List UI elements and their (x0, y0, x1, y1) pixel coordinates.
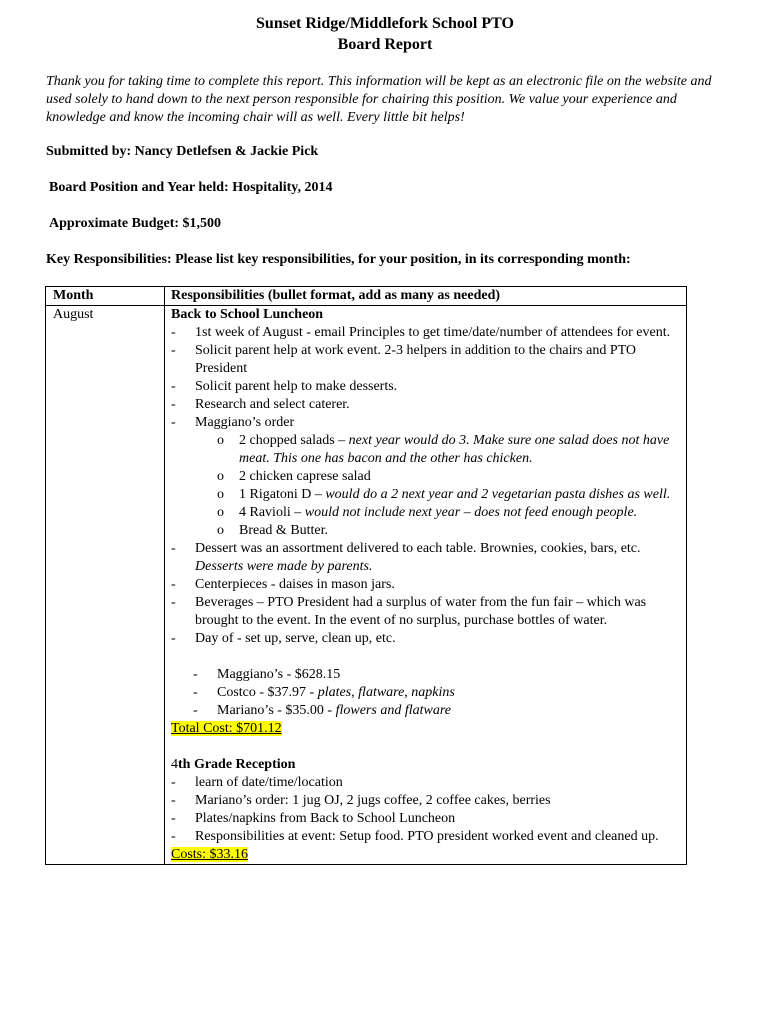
responsibilities-column-header: Responsibilities (bullet format, add as many as needed) (165, 287, 687, 306)
list-item: - learn of date/time/location (171, 775, 343, 790)
dash-bullet: - (171, 415, 176, 430)
cost-item: - Costco - $37.97 - plates, flatware, napkins (193, 685, 455, 700)
sub-list-item: o 1 Rigatoni D – would do a 2 next year and 2 vegetarian pasta dishes as well. (217, 487, 671, 502)
key-responsibilities-prompt: Key Responsibilities: Please list key responsibilities, for your position, in its corresponding month: (46, 252, 631, 267)
spacer (171, 738, 682, 756)
dash-bullet: - (171, 793, 176, 808)
dash-bullet: - (171, 343, 176, 358)
sub-list-item: o 2 chopped salads – next year would do 3. Make sure one salad does not have meat. This one has bacon and the other has chicken. (217, 433, 670, 466)
list-item: - Plates/napkins from Back to School Luncheon (171, 811, 456, 826)
cost-item: - Mariano’s - $35.00 - flowers and flatware (193, 703, 451, 718)
total-cost-line (171, 720, 682, 738)
total-cost: Total Cost: $701.12 (171, 721, 282, 736)
sub-list-item: o Bread & Butter. (217, 523, 329, 538)
sub-list-item: o 4 Ravioli – would not include next year – does not feed enough people. (217, 505, 638, 520)
submitted-by: Submitted by: Nancy Detlefsen & Jackie Pick (46, 144, 319, 159)
list-item: - Research and select caterer. (171, 397, 350, 412)
document-subtitle: Board Report (337, 36, 433, 53)
dash-bullet: - (171, 631, 176, 646)
costs-line (171, 846, 682, 864)
month-column-header: Month (46, 287, 165, 306)
month-cell: August (46, 306, 165, 865)
dash-bullet: - (171, 775, 176, 790)
list-item: - Beverages – PTO President had a surplus of water from the fun fair – which was brought to the event. In the event of no surplus, purchase bottles of water. (171, 595, 647, 628)
dash-bullet: - (193, 685, 198, 700)
list-item: - Centerpieces - daises in mason jars. (171, 577, 395, 592)
dash-bullet: - (171, 595, 176, 610)
list-item: - Day of - set up, serve, clean up, etc. (171, 631, 396, 646)
spacer (171, 648, 682, 666)
responsibilities-cell (165, 306, 687, 865)
board-position: Board Position and Year held: Hospitality, 2014 (49, 180, 333, 195)
list-item: - Solicit parent help at work event. 2-3 helpers in addition to the chairs and PTO President (171, 343, 637, 376)
section-title-reception: 4th Grade Reception (171, 757, 296, 772)
circle-bullet: o (217, 505, 224, 520)
dash-bullet: - (171, 325, 176, 340)
circle-bullet: o (217, 487, 224, 502)
dash-bullet: - (193, 703, 198, 718)
circle-bullet: o (217, 523, 224, 538)
list-item: - 1st week of August - email Principles to get time/date/number of attendees for event. (171, 325, 671, 340)
circle-bullet: o (217, 433, 224, 448)
responsibilities-table (45, 286, 687, 865)
list-item: - Maggiano’s order (171, 415, 295, 430)
reception-costs: Costs: $33.16 (171, 847, 249, 862)
approximate-budget: Approximate Budget: $1,500 (49, 216, 222, 231)
dash-bullet: - (171, 541, 176, 556)
table-header-row (46, 287, 687, 306)
list-item: - Dessert was an assortment delivered to each table. Brownies, cookies, bars, etc. Desserts were made by parents. (171, 541, 641, 574)
circle-bullet: o (217, 469, 224, 484)
list-item: - Mariano’s order: 1 jug OJ, 2 jugs coffee, 2 coffee cakes, berries (171, 793, 551, 808)
dash-bullet: - (171, 829, 176, 844)
list-item: - Responsibilities at event: Setup food. PTO president worked event and cleaned up. (171, 829, 659, 844)
section-title-luncheon: Back to School Luncheon (171, 307, 324, 322)
intro-paragraph: Thank you for taking time to complete this report. This information will be kept as an electronic file on the website and used solely to hand down to the next person responsible for chairing this position. We value your experience and knowledge and know the incoming chair will as well. Every little bit helps! (46, 74, 712, 125)
dash-bullet: - (171, 397, 176, 412)
list-item: - Solicit parent help to make desserts. (171, 379, 398, 394)
dash-bullet: - (171, 811, 176, 826)
document-title: Sunset Ridge/Middlefork School PTO (256, 15, 514, 32)
cost-item: - Maggiano’s - $628.15 (193, 667, 341, 682)
dash-bullet: - (171, 577, 176, 592)
dash-bullet: - (171, 379, 176, 394)
table-row (46, 306, 687, 865)
sub-list-item: o 2 chicken caprese salad (217, 469, 371, 484)
dash-bullet: - (193, 667, 198, 682)
